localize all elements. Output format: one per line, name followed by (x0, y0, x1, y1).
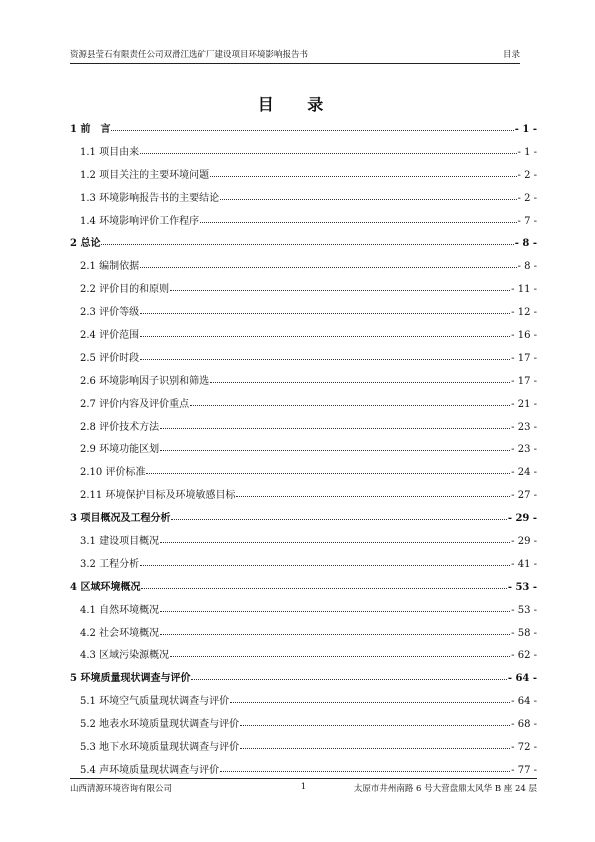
toc-dot-leader (240, 717, 510, 726)
toc-entry-page: - 53 - (511, 604, 537, 616)
toc-entry-page: - 53 - (507, 581, 537, 593)
toc-entry-page: - 64 - (507, 673, 537, 685)
toc-entry-label: 1.3 环境影响报告书的主要结论 (80, 192, 220, 204)
toc-entry-page: - 17 - (511, 352, 537, 364)
toc-entry-label: 5.4 声环境质量现状调查与评价 (80, 764, 220, 776)
toc-entry-label: 2.11 环境保护目标及环境敏感目标 (80, 490, 236, 502)
toc-entry-label: 2.9 环境功能区划 (80, 444, 160, 456)
toc-dot-leader (230, 694, 510, 703)
toc-entry-label: 3.1 建设项目概况 (80, 536, 160, 548)
toc-section-entry[interactable] (70, 440, 537, 463)
toc-dot-leader (141, 580, 506, 589)
toc-section-entry[interactable] (70, 143, 537, 166)
toc-section-entry[interactable] (70, 715, 537, 738)
toc-entry-page: - 72 - (511, 742, 537, 754)
header-document-title: 资源县莹石有限责任公司双滑江选矿厂建设项目环境影响报告书 (70, 50, 309, 60)
toc-section-entry[interactable] (70, 280, 537, 303)
toc-entry-page: - 29 - (511, 536, 537, 548)
toc-entry-label: 1 前 言 (70, 124, 111, 135)
toc-entry-page: - 29 - (507, 513, 537, 525)
toc-entry-page: - 21 - (511, 398, 537, 410)
toc-dot-leader (210, 374, 510, 383)
table-of-contents (70, 120, 537, 784)
page-header (70, 42, 520, 64)
toc-section-entry[interactable] (70, 692, 537, 715)
toc-entry-page: - 8 - (517, 261, 537, 273)
toc-dot-leader (140, 305, 510, 314)
toc-dot-leader (200, 214, 516, 223)
toc-entry-label: 3.2 工程分析 (80, 558, 140, 570)
toc-section-entry[interactable] (70, 463, 537, 486)
toc-dot-leader (190, 397, 510, 406)
toc-entry-page: - 7 - (517, 215, 537, 227)
toc-section-entry[interactable] (70, 601, 537, 624)
toc-entry-page: - 12 - (511, 307, 537, 319)
toc-dot-leader (160, 442, 510, 451)
toc-dot-leader (101, 236, 513, 245)
toc-entry-page: - 68 - (511, 719, 537, 731)
toc-section-entry[interactable] (70, 395, 537, 418)
toc-entry-label: 2.1 编制依据 (80, 261, 140, 273)
footer-company: 山西清源环境咨询有限公司 (70, 784, 173, 794)
toc-entry-label: 2.3 评价等级 (80, 307, 140, 319)
toc-chapter-entry[interactable] (70, 669, 537, 692)
toc-entry-page: - 2 - (517, 192, 537, 204)
toc-section-entry[interactable] (70, 555, 537, 578)
toc-entry-label: 5.2 地表水环境质量现状调查与评价 (80, 719, 240, 731)
toc-entry-page: - 11 - (511, 284, 537, 296)
toc-dot-leader (140, 351, 510, 360)
toc-section-entry[interactable] (70, 212, 537, 235)
toc-dot-leader (140, 557, 510, 566)
toc-dot-leader (160, 420, 510, 429)
toc-entry-label: 2.7 评价内容及评价重点 (80, 398, 190, 410)
toc-entry-label: 4 区域环境概况 (70, 581, 141, 593)
toc-entry-page: - 16 - (511, 330, 537, 342)
toc-dot-leader (236, 488, 510, 497)
toc-entry-page: - 23 - (511, 421, 537, 433)
toc-entry-label: 1.4 环境影响评价工作程序 (80, 215, 200, 227)
toc-section-entry[interactable] (70, 646, 537, 669)
toc-dot-leader (111, 122, 513, 131)
toc-section-entry[interactable] (70, 532, 537, 555)
toc-entry-label: 4.2 社会环境概况 (80, 627, 160, 639)
toc-chapter-entry[interactable] (70, 578, 537, 601)
toc-chapter-entry[interactable] (70, 234, 537, 257)
toc-entry-page: - 58 - (511, 627, 537, 639)
toc-dot-leader (170, 282, 510, 291)
toc-dot-leader (220, 763, 510, 772)
toc-entry-label: 4.1 自然环境概况 (80, 604, 160, 616)
toc-entry-page: - 62 - (511, 650, 537, 662)
toc-section-entry[interactable] (70, 738, 537, 761)
toc-entry-page: - 8 - (514, 238, 537, 250)
toc-chapter-entry[interactable] (70, 509, 537, 532)
toc-section-entry[interactable] (70, 303, 537, 326)
footer-address: 太原市井州南路 6 号大营盘鼎太风华 B 座 24 层 (353, 784, 537, 794)
toc-dot-leader (220, 191, 516, 200)
page-footer (70, 778, 537, 798)
toc-section-entry[interactable] (70, 486, 537, 509)
toc-section-entry[interactable] (70, 624, 537, 647)
toc-dot-leader (140, 145, 516, 154)
toc-section-entry[interactable] (70, 349, 537, 372)
toc-entry-page: - 1 - (514, 124, 537, 135)
toc-section-entry[interactable] (70, 257, 537, 280)
toc-entry-label: 1.2 项目关注的主要环境问题 (80, 169, 210, 181)
toc-entry-page: - 24 - (511, 467, 537, 479)
toc-dot-leader (160, 626, 510, 635)
toc-dot-leader (191, 671, 506, 680)
toc-entry-label: 2.5 评价时段 (80, 352, 140, 364)
toc-entry-page: - 77 - (511, 764, 537, 776)
toc-dot-leader (210, 168, 516, 177)
toc-dot-leader (160, 603, 510, 612)
toc-entry-label: 2.2 评价目的和原则 (80, 284, 170, 296)
toc-dot-leader (140, 259, 516, 268)
toc-entry-label: 2.8 评价技术方法 (80, 421, 160, 433)
toc-dot-leader (170, 648, 510, 657)
toc-entry-label: 2.4 评价范围 (80, 330, 140, 342)
toc-entry-label: 3 项目概况及工程分析 (70, 513, 171, 525)
page-title: 目 录 (257, 95, 338, 114)
toc-entry-label: 5.3 地下水环境质量现状调查与评价 (80, 742, 240, 754)
toc-dot-leader (160, 534, 510, 543)
toc-dot-leader (171, 511, 506, 520)
toc-entry-label: 2 总论 (70, 238, 101, 250)
toc-chapter-entry[interactable] (70, 120, 537, 143)
header-section-name: 目录 (502, 50, 520, 60)
toc-section-entry[interactable] (70, 418, 537, 441)
toc-entry-page: - 2 - (517, 169, 537, 181)
toc-entry-label: 1.1 项目由来 (80, 146, 140, 158)
toc-section-entry[interactable] (70, 372, 537, 395)
toc-entry-label: 4.3 区域污染源概况 (80, 650, 170, 662)
toc-entry-page: - 1 - (517, 146, 537, 158)
toc-entry-page: - 23 - (511, 444, 537, 456)
toc-section-entry[interactable] (70, 166, 537, 189)
footer-page-number: 1 (300, 782, 307, 792)
toc-section-entry[interactable] (70, 189, 537, 212)
toc-entry-page: - 27 - (511, 490, 537, 502)
toc-entry-page: - 17 - (511, 375, 537, 387)
toc-dot-leader (146, 465, 510, 474)
toc-entry-page: - 41 - (511, 558, 537, 570)
toc-entry-label: 5 环境质量现状调查与评价 (70, 673, 191, 685)
toc-entry-label: 2.10 评价标准 (80, 467, 146, 479)
toc-dot-leader (240, 740, 510, 749)
toc-section-entry[interactable] (70, 326, 537, 349)
toc-dot-leader (140, 328, 510, 337)
toc-entry-page: - 64 - (511, 696, 537, 708)
toc-entry-label: 5.1 环境空气质量现状调查与评价 (80, 696, 230, 708)
toc-entry-label: 2.6 环境影响因子识别和筛选 (80, 375, 210, 387)
